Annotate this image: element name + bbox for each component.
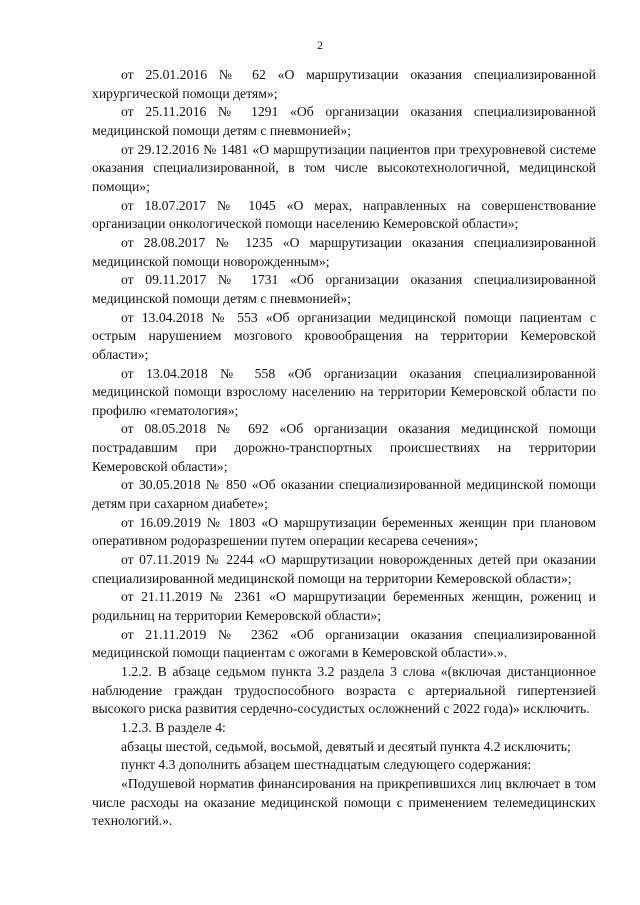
paragraph-section-4-3-add: пункт 4.3 дополнить абзацем шестнадцатым следующего содержания: bbox=[121, 757, 532, 773]
paragraph-decree-2018-850: от 30.05.2018 № 850 «Об оказании специализированной медицинской помощи детям при сахарном диабете»; bbox=[92, 477, 596, 512]
paragraph-section-4-2-exclude: абзацы шестой, седьмой, восьмой, девятый и десятый пункта 4.2 исключить; bbox=[121, 738, 571, 754]
paragraph-item-1-2-2: 1.2.2. В абзаце седьмом пункта 3.2 раздела 3 слова «(включая дистанционное наблюдение граждан трудоспособного возраста с артериальной гипертензией высокого риска развития сердечно-сосудистых осложнений с 2022 года)» исключить. bbox=[92, 664, 596, 717]
paragraph-new-text-quote: «Подушевой норматив финансирования на прикрепившихся лиц включает в том числе расходы на оказание медицинской помощи с применением телемедицинских технологий.». bbox=[92, 775, 596, 829]
paragraph-decree-2016-62: от 25.01.2016 № 62 «О маршрутизации оказания специализированной хирургической помощи детям»; bbox=[92, 67, 596, 101]
paragraph-decree-2019-2362: от 21.11.2019 № 2362 «Об организации оказания специализированной медицинской помощи пациентам с ожогами в Кемеровской области».». bbox=[92, 626, 596, 661]
paragraph-decree-2019-2244: от 07.11.2019 № 2244 «О маршрутизации новорожденных детей при оказании специализированной медицинской помощи на территории Кемеровской области»; bbox=[92, 552, 596, 586]
paragraph-decree-2017-1731: от 09.11.2017 № 1731 «Об организации оказания специализированной медицинской помощи детям с пневмонией»; bbox=[92, 272, 596, 306]
paragraph-decree-2017-1235: от 28.08.2017 № 1235 «О маршрутизации оказания специализированной медицинской помощи новорожденным»; bbox=[92, 234, 596, 269]
paragraph-decree-2019-1803: от 16.09.2019 № 1803 «О маршрутизации беременных женщин при плановом оперативном родоразрешении путем операции кесарева сечения»; bbox=[92, 514, 596, 549]
page-number: 2 bbox=[317, 38, 323, 52]
paragraph-decree-2018-558: от 13.04.2018 № 558 «Об организации оказания специализированной медицинской помощи взрослому населению на территории Кемеровской области по профилю «гематология»; bbox=[92, 365, 596, 418]
paragraph-decree-2017-1045: от 18.07.2017 № 1045 «О мерах, направленных на совершенствование организации онкологической помощи населению Кемеровской области»; bbox=[92, 197, 596, 232]
paragraph-decree-2019-2361: от 21.11.2019 № 2361 «О маршрутизации беременных женщин, рожениц и родильниц на территории Кемеровской области»; bbox=[92, 589, 596, 624]
document-body bbox=[92, 66, 596, 831]
paragraph-decree-2018-553: от 13.04.2018 № 553 «Об организации медицинской помощи пациентам с острым нарушением мозгового кровообращения на территории Кемеровской области»; bbox=[92, 309, 596, 362]
paragraph-item-1-2-3: 1.2.3. В разделе 4: bbox=[121, 719, 226, 735]
paragraph-decree-2016-1291: от 25.11.2016 № 1291 «Об организации оказания специализированной медицинской помощи детям с пневмонией»; bbox=[92, 104, 596, 138]
paragraph-decree-2016-1481: от 29.12.2016 № 1481 «О маршрутизации пациентов при трехуровневой системе оказания специализированной, в том числе высокотехнологичной, медицинской помощи»; bbox=[92, 141, 596, 194]
paragraph-decree-2018-692: от 08.05.2018 № 692 «Об организации оказания медицинской помощи пострадавшим при дорожно-транспортных происшествиях на территории Кемеровской области»; bbox=[92, 421, 596, 474]
